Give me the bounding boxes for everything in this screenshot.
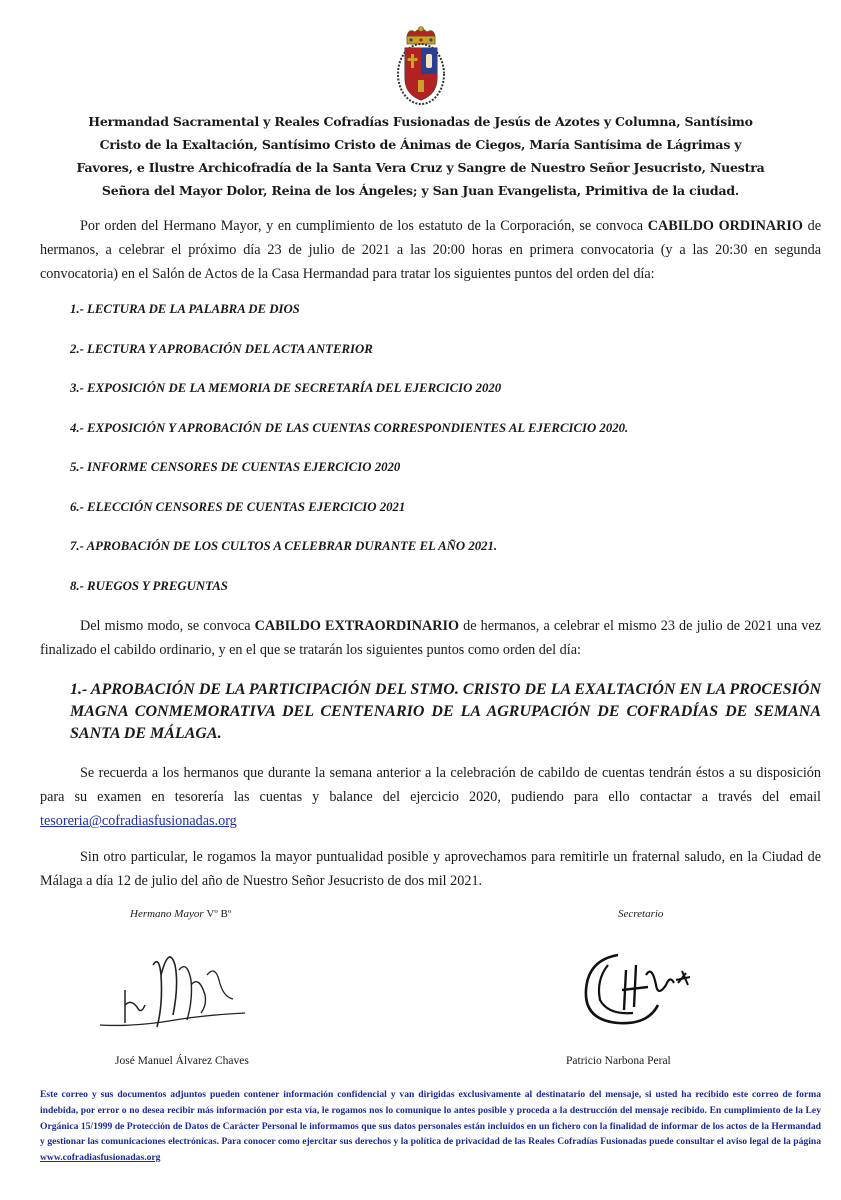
president-title-text: Hermano Mayor — [130, 908, 204, 920]
treasury-email-link[interactable]: tesoreria@cofradiasfusionadas.org — [40, 813, 237, 829]
agenda-item-4: 4.- EXPOSICIÓN Y APROBACIÓN DE LAS CUENTAS CORRESPONDIENTES AL EJERCICIO 2020. — [70, 421, 629, 435]
ordinary-chapter-label: CABILDO ORDINARIO — [647, 218, 803, 234]
agenda-item-2: 2.- LECTURA Y APROBACIÓN DEL ACTA ANTERIOR — [70, 342, 373, 356]
agenda-item-1: 1.- LECTURA DE LA PALABRA DE DIOS — [70, 302, 300, 316]
agenda-item-7: 7.- APROBACIÓN DE LOS CULTOS A CELEBRAR DURANTE EL AÑO 2021. — [70, 539, 498, 553]
intro-paragraph — [40, 214, 821, 286]
signature-icon — [578, 935, 708, 1035]
agenda-item-8: 8.- RUEGOS Y PREGUNTAS — [70, 579, 228, 593]
president-name: José Manuel Álvarez Chaves — [115, 1055, 249, 1067]
extraordinary-text-after: de hermanos, a celebrar el mismo 23 de julio de 2021 una vez finalizado el cabildo ordinario, y en el que se tratarán los siguientes puntos como orden del día: — [40, 618, 821, 658]
secretary-title: Secretario — [618, 908, 664, 920]
secretary-name: Patricio Narbona Peral — [566, 1055, 671, 1067]
intro-text-before: Por orden del Hermano Mayor, y en cumplimiento de los estatuto de la Corporación, se convoca — [80, 218, 648, 234]
closing-paragraph — [40, 845, 821, 893]
extraordinary-chapter-label: CABILDO EXTRAORDINARIO — [254, 618, 459, 634]
agenda-item-3: 3.- EXPOSICIÓN DE LA MEMORIA DE SECRETARÍA DEL EJERCICIO 2020 — [70, 381, 502, 395]
website-link[interactable]: www.cofradiasfusionadas.org — [40, 1152, 161, 1164]
extraordinary-paragraph — [40, 614, 821, 662]
reminder-paragraph — [40, 761, 821, 833]
agenda-item-6: 6.- ELECCIÓN CENSORES DE CUENTAS EJERCICIO 2021 — [70, 500, 406, 514]
reminder-text: Se recuerda a los hermanos que durante la semana anterior a la celebración de cabildo de cuentas tendrán éstos a su disposición para su examen en tesorería las cuentas y balance del ejercicio 2020, pudiendo para ello contactar a través del email — [40, 765, 821, 805]
extraordinary-agenda-item: 1.- APROBACIÓN DE LA PARTICIPACIÓN DEL STMO. CRISTO DE LA EXALTACIÓN EN LA PROCESIÓN MAGNA CONMEMORATIVA DEL CENTENARIO DE LA AGRUPACIÓN DE COFRADÍAS DE SEMANA SANTA DE MÁLAGA. — [70, 681, 821, 742]
disclaimer-text: Este correo y sus documentos adjuntos pueden contener información confidencial y van dirigidas exclusivamente al destinatario del mensaje, si usted ha recibido este correo de forma indebida, por error o no desea recibir más información por esta vía, le rogamos nos lo comunique lo antes posible y proceda a la destrucción del mensaje recibido. En cumplimiento de la Ley Orgánica 15/1999 de Protección de Datos de Carácter Personal le informamos que sus datos personales están incluidos en un fichero con la finalidad de informar de los actos de la Hermandad y gestionar las comunicaciones electrónicas. Para conocer como ejercitar sus derechos y la política de privacidad de las Reales Cofradías Fusionadas puede consultar el aviso legal de la página — [40, 1089, 821, 1148]
coat-of-arms-icon — [395, 26, 447, 108]
president-title — [130, 908, 231, 920]
intro-text-after: de hermanos, a celebrar el próximo día 23 de julio de 2021 a las 20:00 horas en primera convocatoria (y a las 20:30 en segunda convocatoria) en el Salón de Actos de la Casa Hermandad para tratar los siguientes puntos del orden del día: — [40, 218, 822, 282]
closing-text: Sin otro particular, le rogamos la mayor puntualidad posible y aprovechamos para remitirle un fraternal saludo, en la Ciudad de Málaga a día 12 de julio del año de Nuestro Señor Jesucristo de dos mil 2021. — [40, 849, 821, 889]
extraordinary-text-before: Del mismo modo, se convoca — [80, 618, 255, 634]
brotherhood-heading: Hermandad Sacramental y Reales Cofradías Fusionadas de Jesús de Azotes y Columna, Santísimo Cristo de la Exaltación, Santísimo Cristo de Ánimas de Ciegos, María Santísima de Lágrimas y Favores, e Ilustre Archicofradía de la Santa Vera Cruz y Sangre de Nuestro Señor Jesucristo, Nuestra Señora del Mayor Dolor, Reina de los Ángeles; y San Juan Evangelista, Primitiva de la ciudad. — [76, 114, 765, 198]
approval-mark: Vº Bº — [206, 908, 232, 920]
signature-icon — [95, 935, 255, 1045]
privacy-disclaimer — [40, 1087, 821, 1166]
agenda-item-5: 5.- INFORME CENSORES DE CUENTAS EJERCICIO 2020 — [70, 460, 401, 474]
